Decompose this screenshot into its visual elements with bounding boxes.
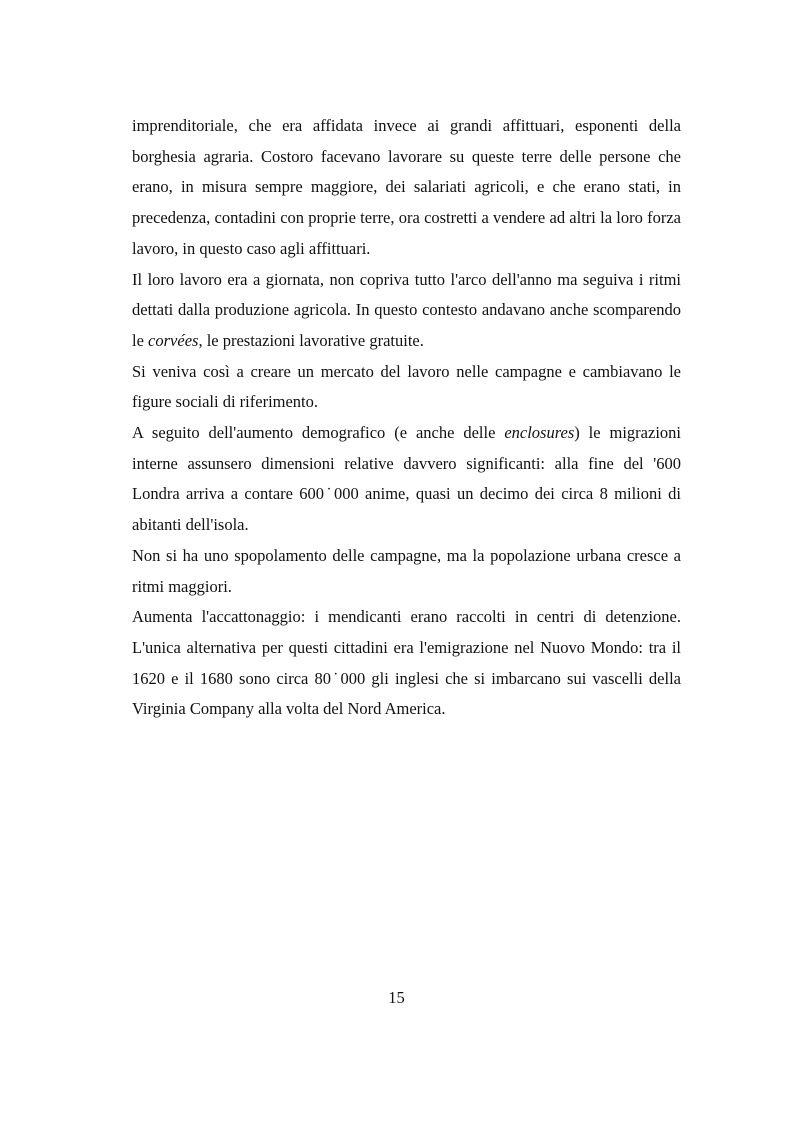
paragraph-text: ) le migrazioni interne assunsero dimensioni relative davvero significanti: alla fine del '600 Londra arriva a contare 600˙000 anime, quasi un decimo dei circa 8 milioni di abitanti dell'isola.	[132, 423, 681, 535]
paragraph-text: A seguito dell'aumento demografico (e anche delle	[132, 423, 505, 443]
paragraph-2	[132, 265, 681, 357]
page-number: 15	[388, 988, 405, 1007]
italic-term-enclosures: enclosures	[504, 423, 575, 443]
paragraph-3	[132, 357, 681, 418]
paragraph-text: Non si ha uno spopolamento delle campagne, ma la popolazione urbana cresce a ritmi maggiori.	[132, 545, 681, 596]
paragraph-text: Si veniva così a creare un mercato del lavoro nelle campagne e cambiavano le figure sociali di riferimento.	[132, 361, 681, 412]
paragraph-1	[132, 111, 681, 265]
paragraph-text: imprenditoriale, che era affidata invece ai grandi affittuari, esponenti della borghesia agraria. Costoro facevano lavorare su queste terre delle persone che erano, in misura sempre maggiore, dei salariati agricoli, e che erano stati, in precedenza, contadini con proprie terre, ora costretti a vendere ad altri la loro forza lavoro, in questo caso agli affittuari.	[132, 116, 681, 258]
paragraph-5	[132, 541, 681, 602]
paragraph-text: , le prestazioni lavorative gratuite.	[198, 330, 424, 350]
italic-term-corvees: corvées	[148, 330, 199, 350]
body-text	[132, 111, 681, 725]
paragraph-4	[132, 418, 681, 541]
paragraph-text: Il loro lavoro era a giornata, non copriva tutto l'arco dell'anno ma seguiva i ritmi dettati dalla produzione agricola. In questo contesto andavano anche scomparendo le	[132, 269, 681, 350]
paragraph-text: Aumenta l'accattonaggio: i mendicanti erano raccolti in centri di detenzione. L'unica alternativa per questi cittadini era l'emigrazione nel Nuovo Mondo: tra il 1620 e il 1680 sono circa 80˙000 gli inglesi che si imbarcano sui vascelli della Virginia Company alla volta del Nord America.	[132, 607, 681, 719]
paragraph-6	[132, 602, 681, 725]
